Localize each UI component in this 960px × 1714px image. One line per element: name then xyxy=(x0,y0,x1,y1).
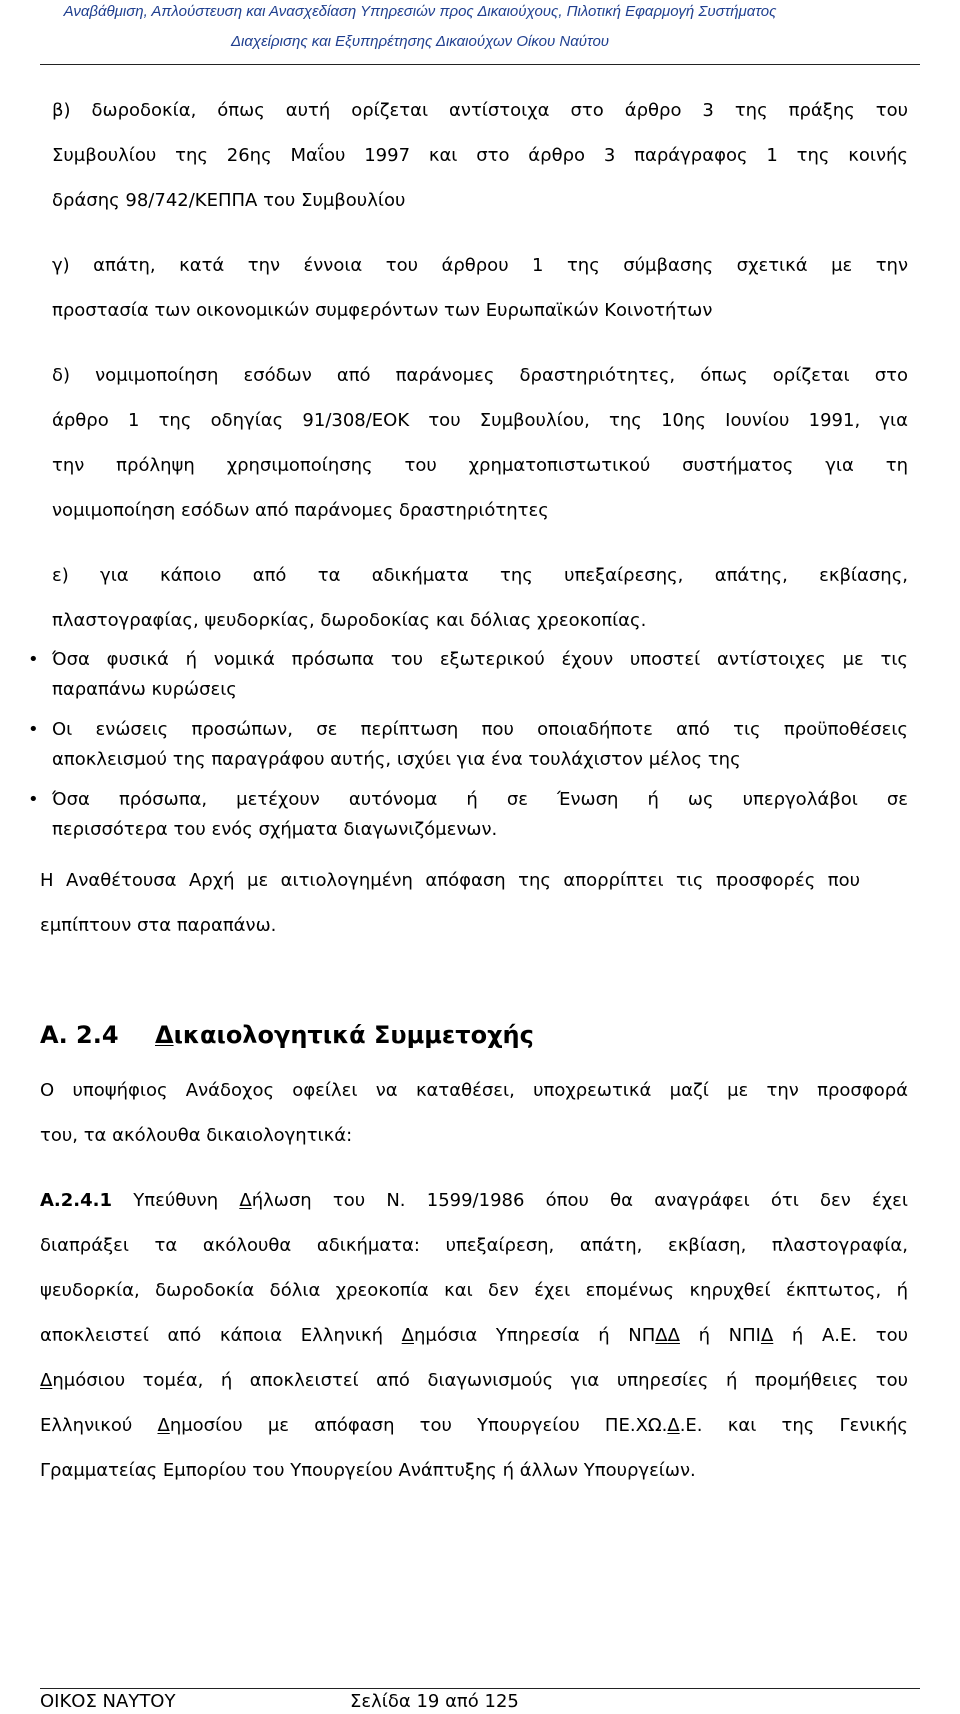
underlined-delta: Δ xyxy=(655,1325,668,1346)
text-line: Ο υποψήφιος Ανάδοχος οφείλει να καταθέσει, υποχρεωτικά μαζί με την προσφορά xyxy=(40,1080,908,1101)
text-line: προστασία των οικονομικών συμφερόντων των Ευρωπαϊκών Κοινοτήτων xyxy=(52,300,713,321)
running-header-line-2: Διαχείρισης και Εξυπηρέτησης Δικαιούχων Οίκου Ναύτου xyxy=(230,33,610,50)
text-line: Γραμματείας Εμπορίου του Υπουργείου Ανάπτυξης ή άλλων Υπουργείων. xyxy=(40,1460,696,1481)
text-line: ψευδορκία, δωροδοκία δόλια χρεοκοπία και δεν έχει επομένως κηρυχθεί έκπτωτος, ή xyxy=(40,1280,908,1301)
text-line: αποκλεισμού της παραγράφου αυτής, ισχύει για ένα τουλάχιστον μέλος της xyxy=(52,749,741,770)
bullet-item xyxy=(28,715,908,775)
underlined-delta: Δ xyxy=(157,1415,170,1436)
text-line: ε) για κάποιο από τα αδικήματα της υπεξαίρεσης, απάτης, εκβίασης, xyxy=(52,565,908,586)
running-header-line-1: Αναβάθμιση, Απλούστευση και Ανασχεδίαση Υπηρεσιών προς Δικαιούχους, Πιλοτική Εφαρμογή Συστήματος xyxy=(63,3,777,20)
text-line: Όσα πρόσωπα, μετέχουν αυτόνομα ή σε Ένωση ή ως υπεργολάβοι σε xyxy=(52,789,908,810)
section-title: Δικαιολογητικά Συμμετοχής xyxy=(155,1021,534,1049)
text-line: νομιμοποίηση εσόδων από παράνομες δραστηριότητες xyxy=(52,500,549,521)
text-line: β) δωροδοκία, όπως αυτή ορίζεται αντίστοιχα στο άρθρο 3 της πράξης του xyxy=(52,100,908,121)
footer-rule xyxy=(40,1688,920,1689)
item-a-2-4-1 xyxy=(40,1178,908,1493)
text-line: αποκλειστεί από κάποια Ελληνική Δημόσια Υπηρεσία ή ΝΠΔΔ ή ΝΠΙΔ ή Α.Ε. του xyxy=(40,1325,908,1346)
intro-paragraph xyxy=(40,1068,908,1158)
text-line: την πρόληψη χρησιμοποίησης του χρηματοπιστωτικού συστήματος για τη xyxy=(52,455,908,476)
exclusion-item-e xyxy=(52,553,908,643)
item-number: Α.2.4.1 xyxy=(40,1190,113,1211)
underlined-delta: Δ xyxy=(401,1325,414,1346)
text-line: Ελληνικού Δημοσίου με απόφαση του Υπουργείου ΠΕ.ΧΩ.Δ.Ε. και της Γενικής xyxy=(40,1415,908,1436)
bullet-item xyxy=(28,785,908,845)
footer-organization: ΟΙΚΟΣ ΝΑΥΤΟΥ xyxy=(40,1691,176,1712)
underlined-delta: Δ xyxy=(40,1370,53,1391)
bullet-item xyxy=(28,645,908,705)
rejection-paragraph xyxy=(40,858,908,948)
exclusion-item-b xyxy=(52,88,908,223)
text-line: γ) απάτη, κατά την έννοια του άρθρου 1 της σύμβασης σχετικά με την xyxy=(52,255,908,276)
underlined-delta: Δ xyxy=(667,1415,680,1436)
exclusion-item-d xyxy=(52,353,908,533)
item-first-line-text: Υπεύθυνη Δήλωση του Ν. 1599/1986 όπου θα αναγράφει ότι δεν έχει xyxy=(133,1190,909,1211)
text-line: Δημόσιου τομέα, ή αποκλειστεί από διαγωνισμούς για υπηρεσίες ή προμήθειες του xyxy=(40,1370,908,1391)
text-line: περισσότερα του ενός σχήματα διαγωνιζόμενων. xyxy=(52,819,498,840)
exclusion-item-c xyxy=(52,243,908,333)
section-number: Α. 2.4 xyxy=(40,1021,119,1049)
underlined-delta: Δ xyxy=(667,1325,680,1346)
bullet-icon: • xyxy=(28,789,39,810)
footer-page-number: Σελίδα 19 από 125 xyxy=(350,1691,519,1712)
text-line: εμπίπτουν στα παραπάνω. xyxy=(40,915,277,936)
underlined-delta: Δ xyxy=(760,1325,774,1346)
text-line: Όσα φυσικά ή νομικά πρόσωπα του εξωτερικού έχουν υποστεί αντίστοιχες με τις xyxy=(52,649,908,670)
text-line: δράσης 98/742/ΚΕΠΠΑ του Συμβουλίου xyxy=(52,190,406,211)
text-line: πλαστογραφίας, ψευδορκίας, δωροδοκίας και δόλιας χρεοκοπίας. xyxy=(52,610,647,631)
text-line: άρθρο 1 της οδηγίας 91/308/ΕΟΚ του Συμβουλίου, της 10ης Ιουνίου 1991, για xyxy=(52,410,908,431)
header-rule xyxy=(40,64,920,65)
underlined-delta: Δ xyxy=(155,1021,174,1049)
text-line xyxy=(40,1178,908,1223)
underlined-delta: Δ xyxy=(239,1190,252,1211)
text-line: Η Αναθέτουσα Αρχή με αιτιολογημένη απόφαση της απορρίπτει τις προσφορές που xyxy=(40,870,860,891)
text-line: του, τα ακόλουθα δικαιολογητικά: xyxy=(40,1125,353,1146)
text-line: δ) νομιμοποίηση εσόδων από παράνομες δραστηριότητες, όπως ορίζεται στο xyxy=(52,365,908,386)
section-heading xyxy=(40,1015,908,1055)
text-line: Οι ενώσεις προσώπων, σε περίπτωση που οποιαδήποτε από τις προϋποθέσεις xyxy=(52,719,908,740)
text-line: Συμβουλίου της 26ης Μαΐου 1997 και στο άρθρο 3 παράγραφος 1 της κοινής xyxy=(52,145,908,166)
bullet-icon: • xyxy=(28,719,39,740)
text-line: διαπράξει τα ακόλουθα αδικήματα: υπεξαίρεση, απάτη, εκβίαση, πλαστογραφία, xyxy=(40,1235,908,1256)
bullet-icon: • xyxy=(28,649,39,670)
text-line: παραπάνω κυρώσεις xyxy=(52,679,237,700)
